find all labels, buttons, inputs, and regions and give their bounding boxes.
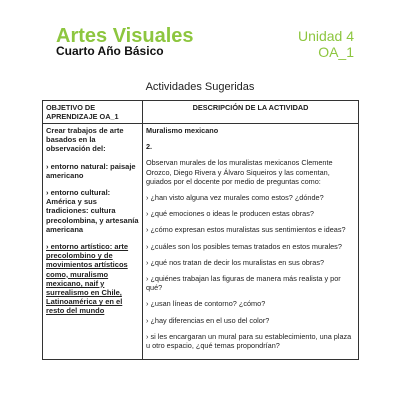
- objective-intro: Crear trabajos de arte basados en la observación del:: [46, 126, 124, 154]
- activity-column-header: DESCRIPCIÓN DE LA ACTIVIDAD: [143, 101, 359, 124]
- table-header-row: [43, 101, 359, 124]
- activity-number: 2.: [146, 142, 153, 152]
- activity-question: › si les encargaran un mural para su establecimiento, una plaza u otro espacio, ¿qué temas propondrían?: [146, 331, 352, 351]
- objective-item: › entorno artístico: arte precolombino y de movimientos artísticos como, muralismo mexicano, naif y surrealismo en Chile, Latinoamérica y en el resto del mundo: [46, 242, 129, 316]
- objective-item: › entorno natural: paisaje americano: [46, 161, 136, 180]
- document-subtitle: Cuarto Año Básico: [56, 44, 164, 58]
- unit-label: Unidad 4: [297, 28, 354, 44]
- section-title: Actividades Sugeridas: [145, 81, 255, 93]
- activity-question: › ¿qué nos tratan de decir los muralistas en sus obras?: [146, 257, 325, 267]
- oa-label: OA_1: [318, 44, 354, 60]
- activity-intro: Observan murales de los muralistas mexicanos Clemente Orozco, Diego Rivera y Álvaro Siqueiros y las comentan, guiados por el docente por medio de preguntas como:: [146, 158, 333, 186]
- activity-question: › ¿quiénes trabajan las figuras de manera más realista y por qué?: [146, 274, 341, 293]
- table-row: [43, 124, 359, 360]
- page-header: [0, 0, 400, 70]
- activity-cell: [143, 124, 359, 360]
- activity-question: › ¿han visto alguna vez murales como estos? ¿dónde?: [146, 193, 324, 203]
- activity-question: › ¿cuáles son los posibles temas tratados en estos murales?: [146, 241, 342, 251]
- activity-question: › ¿cómo expresan estos muralistas sus sentimientos e ideas?: [146, 225, 346, 235]
- activity-question: › ¿usan líneas de contorno? ¿cómo?: [146, 299, 266, 309]
- activity-title: Muralismo mexicano: [146, 126, 219, 135]
- activity-question: › ¿qué emociones o ideas le producen estas obras?: [146, 209, 314, 219]
- activities-table: [42, 100, 359, 360]
- objective-item: › entorno cultural: América y sus tradiciones: cultura precolombina, y artesanía americana: [46, 188, 139, 234]
- activity-question: › ¿hay diferencias en el uso del color?: [146, 315, 270, 325]
- document-title: Artes Visuales: [56, 25, 194, 47]
- objective-column-header: OBJETIVO DE APRENDIZAJE OA_1: [43, 101, 143, 124]
- objective-cell: [43, 124, 143, 360]
